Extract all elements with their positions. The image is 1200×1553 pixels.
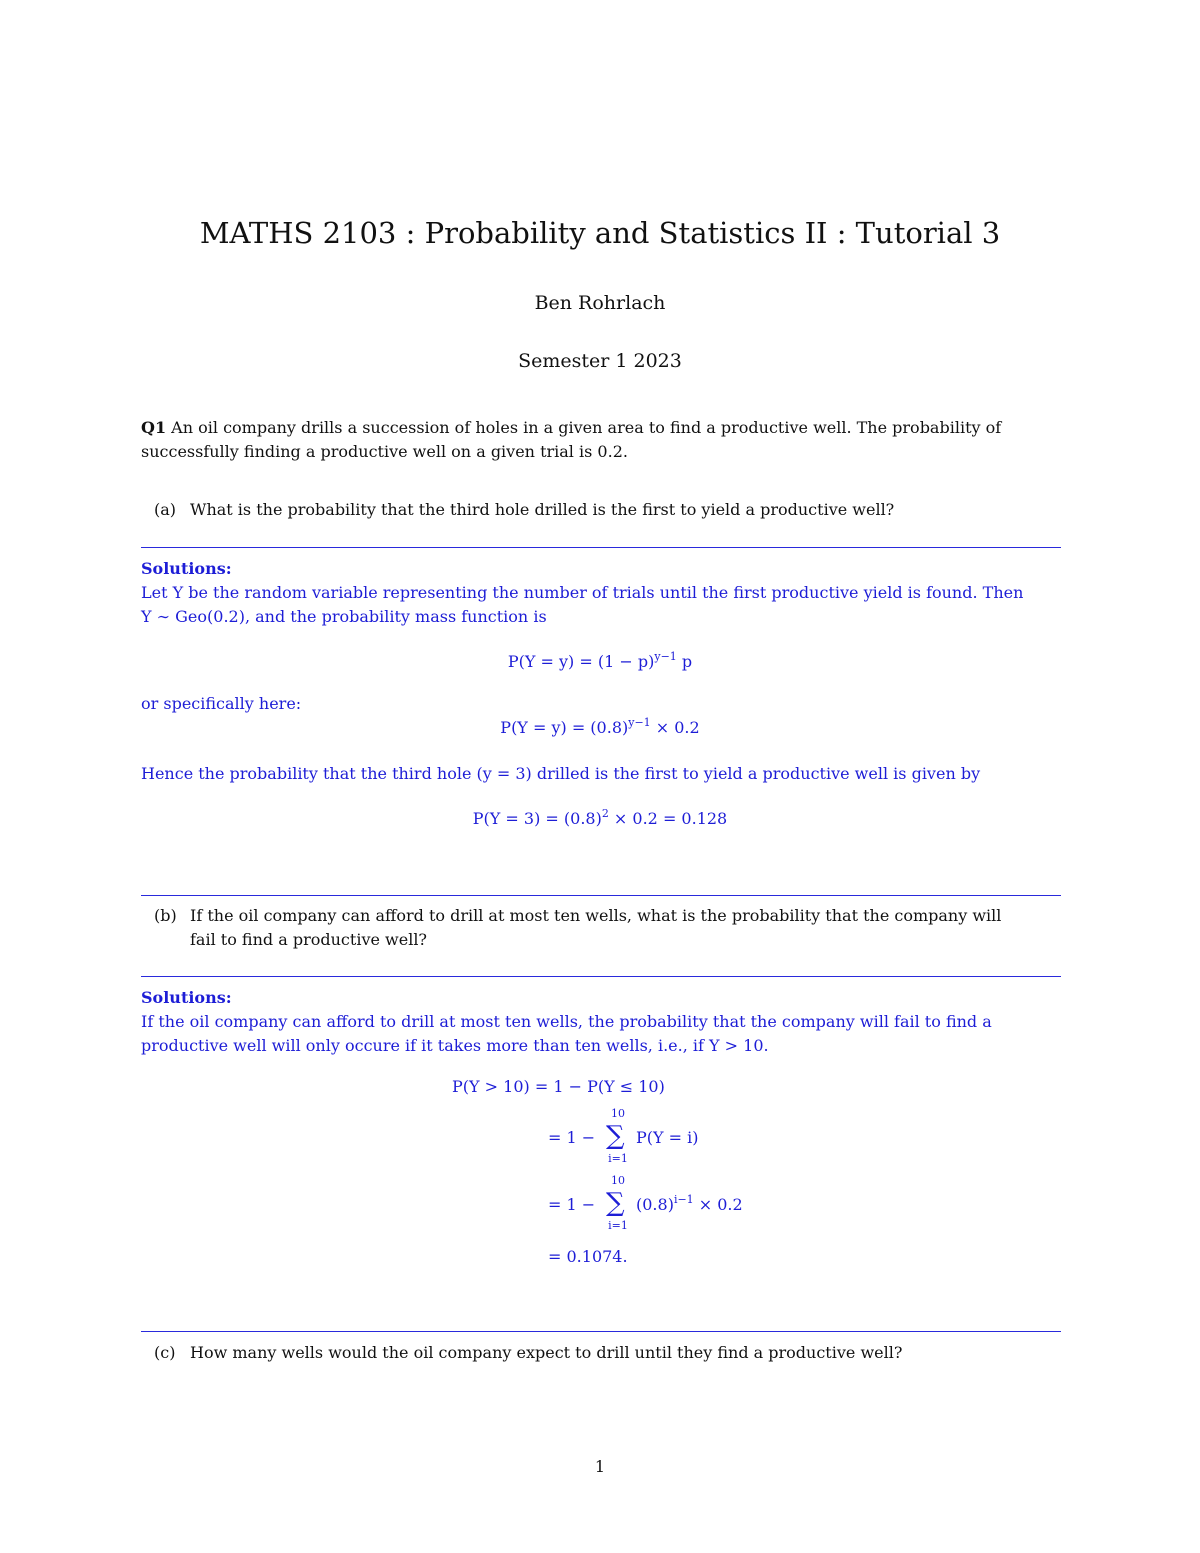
solution-text-line1: If the oil company can afford to drill at most ten wells, the probability that the company will fail to find a (141, 1012, 992, 1031)
equation-line-1: P(Y > 10) = 1 − P(Y ≤ 10) (452, 1077, 665, 1096)
equation-block-b (430, 1075, 830, 1275)
equation-answer-a: $P(Y = 3) = (0.8)^2 \times 0.2 = 0.128$ (472, 807, 728, 828)
page-title: MATHS 2103 : Probability and Statistics II : Tutorial 3 (199, 216, 1001, 250)
equation-pmf: $P(Y = y) = (1 - p)^{y-1}$ p (507, 650, 693, 671)
sum-upper-limit: 10 (611, 1174, 625, 1187)
question-text-line2: successfully finding a productive well on a given trial is 0.2. (141, 442, 628, 461)
solution-bottom-rule-b (141, 1331, 1061, 1332)
summation-icon: ∑ (606, 1121, 625, 1151)
hence-text: Hence the probability that the third hole (y = 3) drilled is the first to yield a productive well is given by (141, 764, 981, 783)
or-specifically-text: or specifically here: (141, 694, 302, 713)
part-b-text (190, 904, 1061, 952)
part-c-text: How many wells would the oil company expect to drill until they find a productive well? (190, 1343, 903, 1362)
author: Ben Rohrlach (534, 292, 666, 314)
equation-line-2-prefix: = 1 − (548, 1128, 596, 1147)
equation-line-3-prefix: = 1 − (548, 1195, 596, 1214)
equation-line-2-term: P(Y = i) (636, 1128, 699, 1147)
sum-lower-limit: i=1 (608, 1152, 628, 1165)
part-b-question (141, 904, 1061, 952)
question-text-line1: An oil company drills a succession of holes in a given area to find a productive well. The probability of (171, 418, 1002, 437)
solution-bottom-rule-a (141, 895, 1061, 896)
part-b-text-line2: fail to find a productive well? (190, 930, 428, 949)
semester: Semester 1 2023 (518, 350, 682, 372)
equation-line-3-term: $(0.8)^{i-1} \times 0.2$ (636, 1193, 743, 1214)
page-number: 1 (594, 1457, 606, 1476)
question-1-intro (141, 416, 1061, 464)
part-a-question (141, 498, 1061, 522)
part-a-text: What is the probability that the third hole drilled is the first to yield a productive well? (190, 500, 895, 519)
part-b-solution (141, 986, 1061, 1058)
solution-heading: Solutions: (141, 559, 232, 578)
summation-icon: ∑ (606, 1188, 625, 1218)
sum-lower-limit: i=1 (608, 1219, 628, 1232)
question-label: Q1 (141, 418, 167, 437)
part-b-text-line1: If the oil company can afford to drill at most ten wells, what is the probability that the company will (190, 906, 1002, 925)
part-c-label: (c) (154, 1343, 176, 1362)
part-a-solution (141, 557, 1061, 629)
solution-text-line1: Let Y be the random variable representing the number of trials until the first productive yield is found. Then (141, 583, 1024, 602)
sum-upper-limit: 10 (611, 1107, 625, 1120)
part-a-label: (a) (154, 500, 177, 519)
solution-top-rule-b (141, 976, 1061, 977)
part-b-label: (b) (154, 906, 177, 925)
solution-heading: Solutions: (141, 988, 232, 1007)
equation-pmf-specific: $P(Y = y) = (0.8)^{y-1} \times 0.2$ (500, 716, 700, 737)
part-c-question (141, 1341, 1061, 1365)
equation-line-4: = 0.1074. (548, 1247, 628, 1266)
solution-text-line2: Y ∼ Geo(0.2), and the probability mass function is (141, 607, 547, 626)
solution-text-line2: productive well will only occure if it takes more than ten wells, i.e., if Y > 10. (141, 1036, 769, 1055)
solution-top-rule-a (141, 547, 1061, 548)
